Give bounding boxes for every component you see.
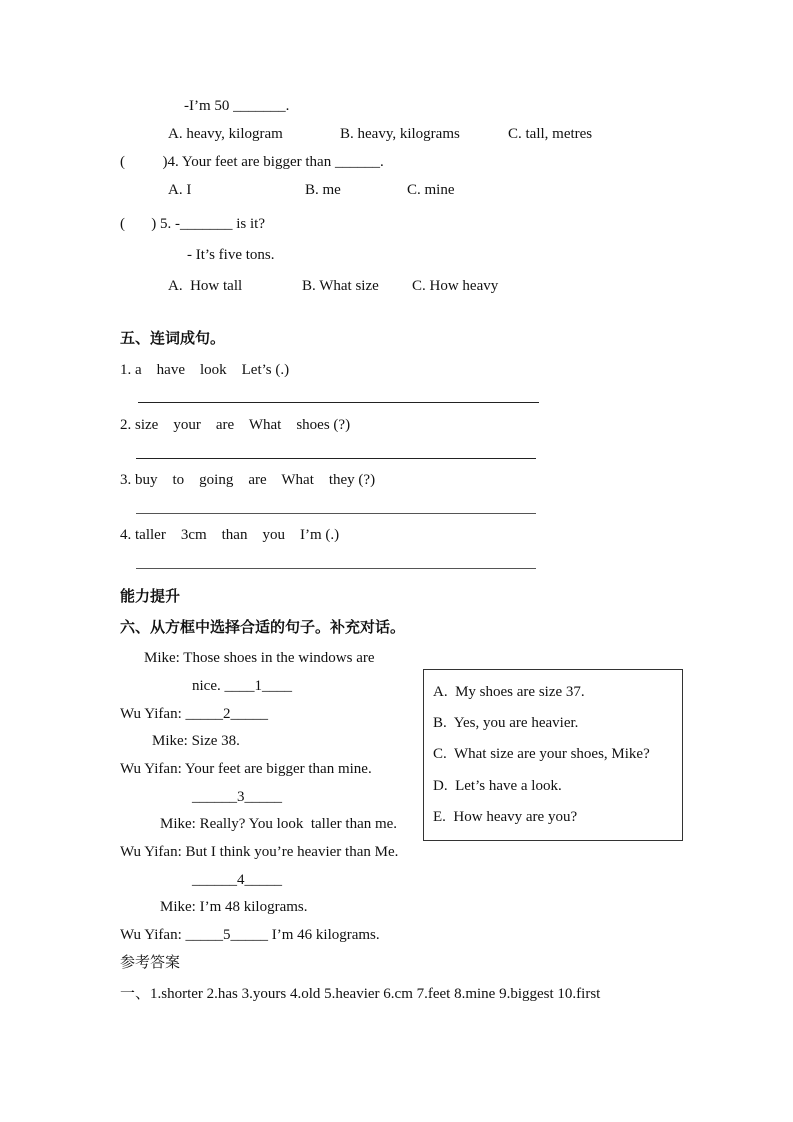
q3-option-a: A. heavy, kilogram xyxy=(168,126,283,142)
section6-title: 六、从方框中选择合适的句子。补充对话。 xyxy=(120,618,406,636)
section5-title: 五、连词成句。 xyxy=(120,329,226,347)
q5-option-c: C. How heavy xyxy=(412,278,499,294)
q3-option-b: B. heavy, kilograms xyxy=(340,126,460,142)
dialogue-line: Wu Yifan: But I think you’re heavier than Me. xyxy=(120,844,399,860)
dialogue-line: Wu Yifan: Your feet are bigger than mine. xyxy=(120,761,372,777)
dialogue-line: Mike: Really? You look taller than me. xyxy=(160,816,398,832)
dialogue-line: Wu Yifan: _____5_____ I’m 46 kilograms. xyxy=(120,927,380,943)
section5-item-2: 2. size your are What shoes (?) xyxy=(120,417,351,433)
q4-option-b: B. me xyxy=(305,182,341,198)
dialogue-line: Mike: I’m 48 kilograms. xyxy=(160,899,308,915)
q5-answer: - It’s five tons. xyxy=(187,247,275,263)
answer-line-2[interactable] xyxy=(136,458,536,459)
answer-line-4[interactable] xyxy=(136,568,536,569)
dialogue-line: ______4_____ xyxy=(192,872,282,888)
dialogue-line: Mike: Those shoes in the windows are xyxy=(144,650,375,666)
ability-title: 能力提升 xyxy=(120,587,181,605)
q5-option-b: B. What size xyxy=(302,278,379,294)
answer-line-3[interactable] xyxy=(136,513,536,514)
q4-question: ( )4. Your feet are bigger than ______. xyxy=(120,154,384,170)
section5-item-3: 3. buy to going are What they (?) xyxy=(120,472,376,488)
answer-line-1[interactable] xyxy=(138,402,539,403)
answers-title: 参考答案 xyxy=(120,953,181,971)
box-option-a: A. My shoes are size 37. xyxy=(433,684,585,700)
section5-item-1: 1. a have look Let’s (.) xyxy=(120,362,290,378)
dialogue-line: ______3_____ xyxy=(192,789,282,805)
section5-item-4: 4. taller 3cm than you I’m (.) xyxy=(120,527,340,543)
dialogue-line: Mike: Size 38. xyxy=(152,733,240,749)
box-option-d: D. Let’s have a look. xyxy=(433,778,562,794)
q5-option-a: A. How tall xyxy=(168,278,243,294)
dialogue-line: Wu Yifan: _____2_____ xyxy=(120,706,268,722)
dialogue-line: nice. ____1____ xyxy=(192,678,292,694)
box-option-c: C. What size are your shoes, Mike? xyxy=(433,746,650,762)
q5-question: ( ) 5. -_______ is it? xyxy=(120,216,265,232)
box-option-e: E. How heavy are you? xyxy=(433,809,578,825)
q3-answer-line: -I’m 50 _______. xyxy=(184,98,290,114)
answers-line-1: 一、1.shorter 2.has 3.yours 4.old 5.heavier 6.cm 7.feet 8.mine 9.biggest 10.first xyxy=(120,986,601,1002)
q4-option-a: A. I xyxy=(168,182,192,198)
q3-option-c: C. tall, metres xyxy=(508,126,593,142)
q4-option-c: C. mine xyxy=(407,182,455,198)
box-option-b: B. Yes, you are heavier. xyxy=(433,715,579,731)
